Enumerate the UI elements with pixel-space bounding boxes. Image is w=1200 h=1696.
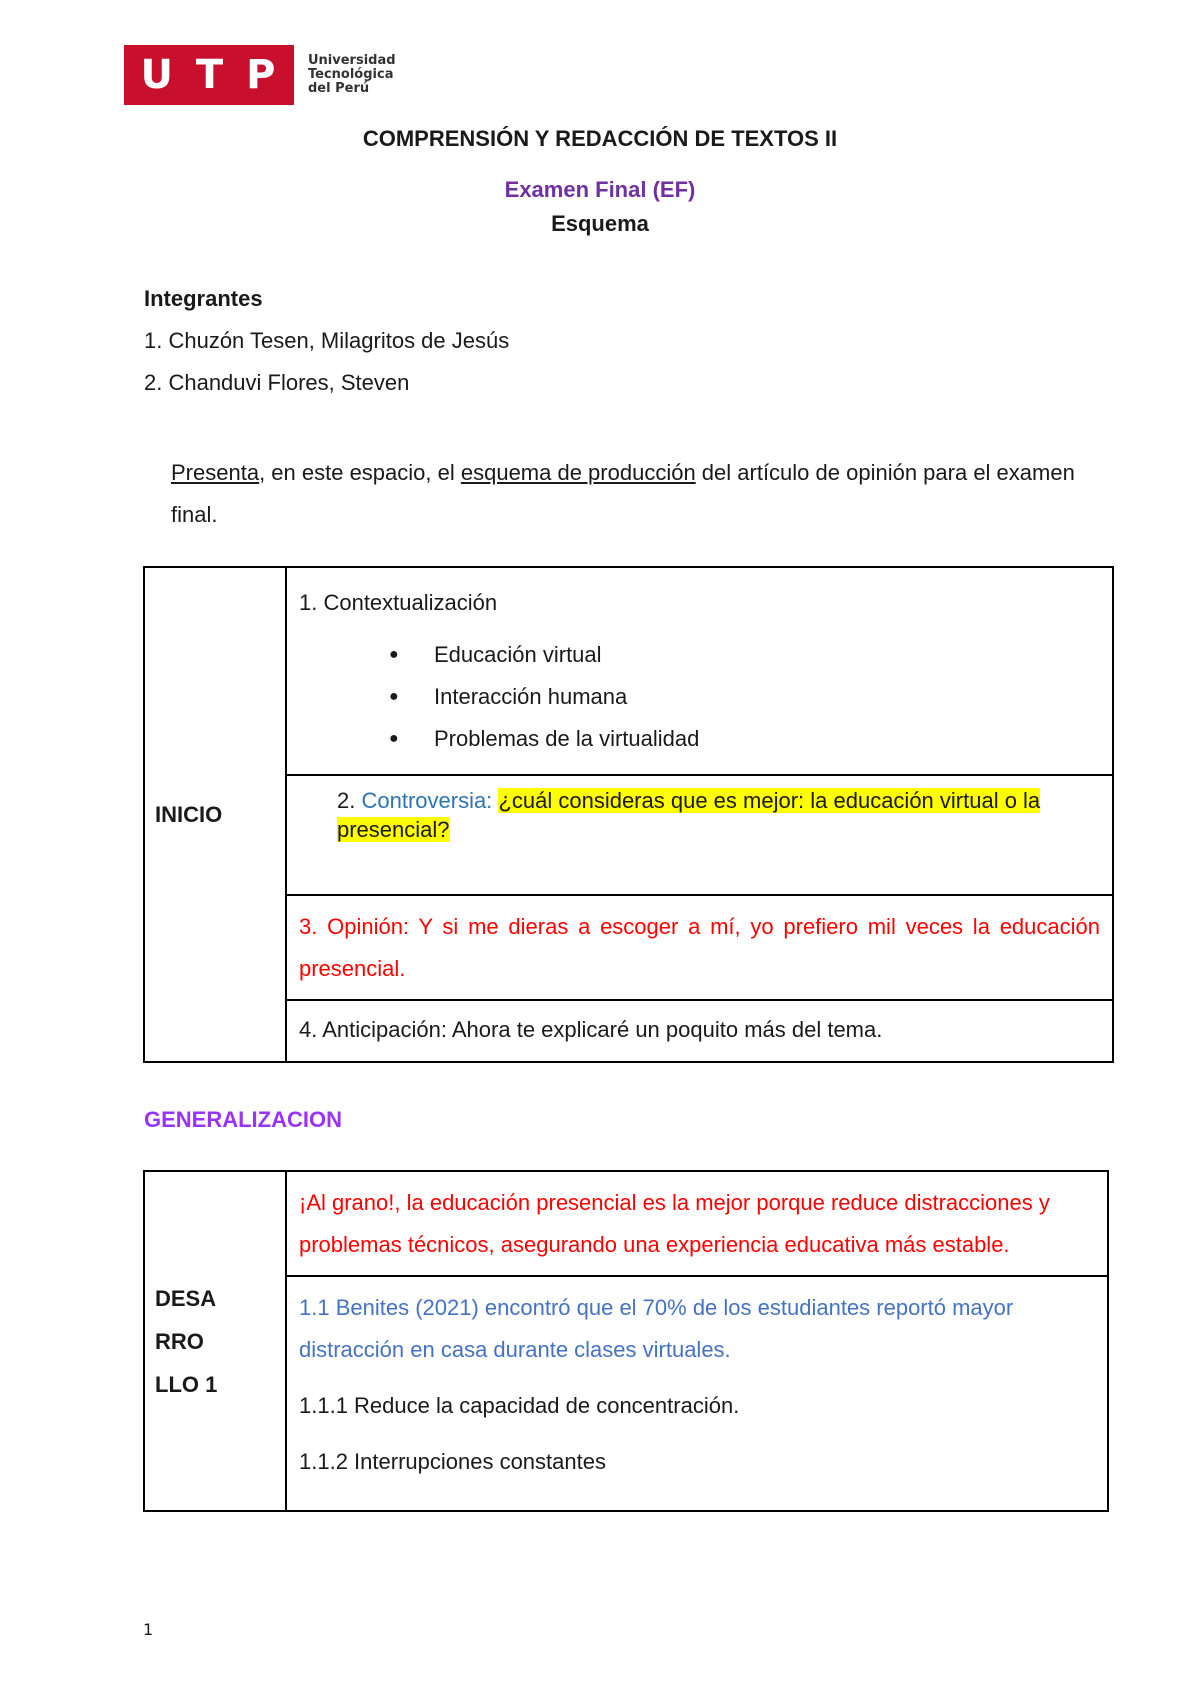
desarrollo-label-line: LLO 1 <box>155 1371 218 1397</box>
opinion-cell <box>286 895 1113 1000</box>
logo-letter-t: T <box>195 52 226 98</box>
scheme-title: Esquema <box>551 211 649 236</box>
inicio-label-text: INICIO <box>155 801 223 827</box>
desarrollo-label-line: RRO <box>155 1328 204 1354</box>
opinion-text: 3. Opinión: Y si me dieras a escoger a mí, yo prefiero mil veces la educación presencial. <box>299 914 1100 981</box>
evidence-cell <box>286 1276 1108 1511</box>
utp-logo-box <box>124 45 294 105</box>
inicio-label <box>144 567 286 1062</box>
instructions-paragraph <box>171 452 1091 536</box>
logo-line-3: del Perú <box>308 81 370 96</box>
exam-title: Examen Final (EF) <box>504 177 696 202</box>
instructions-presenta: Presenta <box>171 460 260 485</box>
anticipation-text: 4. Anticipación: Ahora te explicaré un poquito más del tema. <box>299 1017 883 1042</box>
controversy-question: ¿cuál consideras que es mejor: la educación virtual o la presencial? <box>337 788 1041 842</box>
context-bullet: ● Educación virtual <box>389 634 1100 676</box>
controversy-label: Controversia: <box>361 788 493 813</box>
member-item: 1. Chuzón Tesen, Milagritos de Jesús <box>144 328 510 353</box>
controversy-cell <box>286 775 1113 895</box>
desarrollo-table <box>143 1170 1109 1512</box>
evidence-text: 1.1 Benites (2021) encontró que el 70% de los estudiantes reportó mayor distracción en casa durante clases virtuales. <box>299 1295 1014 1362</box>
controversy-number: 2. <box>337 788 362 813</box>
anticipation-cell <box>286 1000 1113 1062</box>
thesis-cell <box>286 1171 1108 1276</box>
page-number: 1 <box>143 1620 154 1639</box>
context-title: 1. Contextualización <box>299 590 498 615</box>
sub-point: 1.1.1 Reduce la capacidad de concentración. <box>299 1393 740 1418</box>
context-bullet: ● Interacción humana <box>389 676 1100 718</box>
sub-point: 1.1.2 Interrupciones constantes <box>299 1449 606 1474</box>
instructions-text-2: del artículo de opinión para el examen final. <box>171 460 1075 527</box>
logo-text <box>308 54 396 96</box>
member-item: 2. Chanduvi Flores, Steven <box>144 370 410 395</box>
context-bullet: ● Problemas de la virtualidad <box>389 718 1100 760</box>
generalizacion-heading: GENERALIZACION <box>144 1107 342 1132</box>
logo-letter-u: U <box>140 52 175 98</box>
utp-logo <box>124 45 396 105</box>
inicio-table <box>143 566 1114 1063</box>
logo-line-2: Tecnológica <box>308 67 394 82</box>
thesis-text: ¡Al grano!, la educación presencial es la mejor porque reduce distracciones y problemas técnicos, asegurando una experiencia educativa más estable. <box>299 1190 1050 1257</box>
logo-line-1: Universidad <box>308 53 396 68</box>
desarrollo-label-line: DESA <box>155 1285 217 1311</box>
logo-letter-p: P <box>246 52 278 98</box>
context-cell <box>286 567 1113 775</box>
instructions-text-1: , en este espacio, el <box>259 460 461 485</box>
course-title: COMPRENSIÓN Y REDACCIÓN DE TEXTOS II <box>362 126 838 151</box>
instructions-esquema: esquema de producción <box>460 460 696 485</box>
members-heading: Integrantes <box>144 286 263 311</box>
context-bullets <box>389 634 1100 760</box>
desarrollo-label <box>144 1171 286 1511</box>
